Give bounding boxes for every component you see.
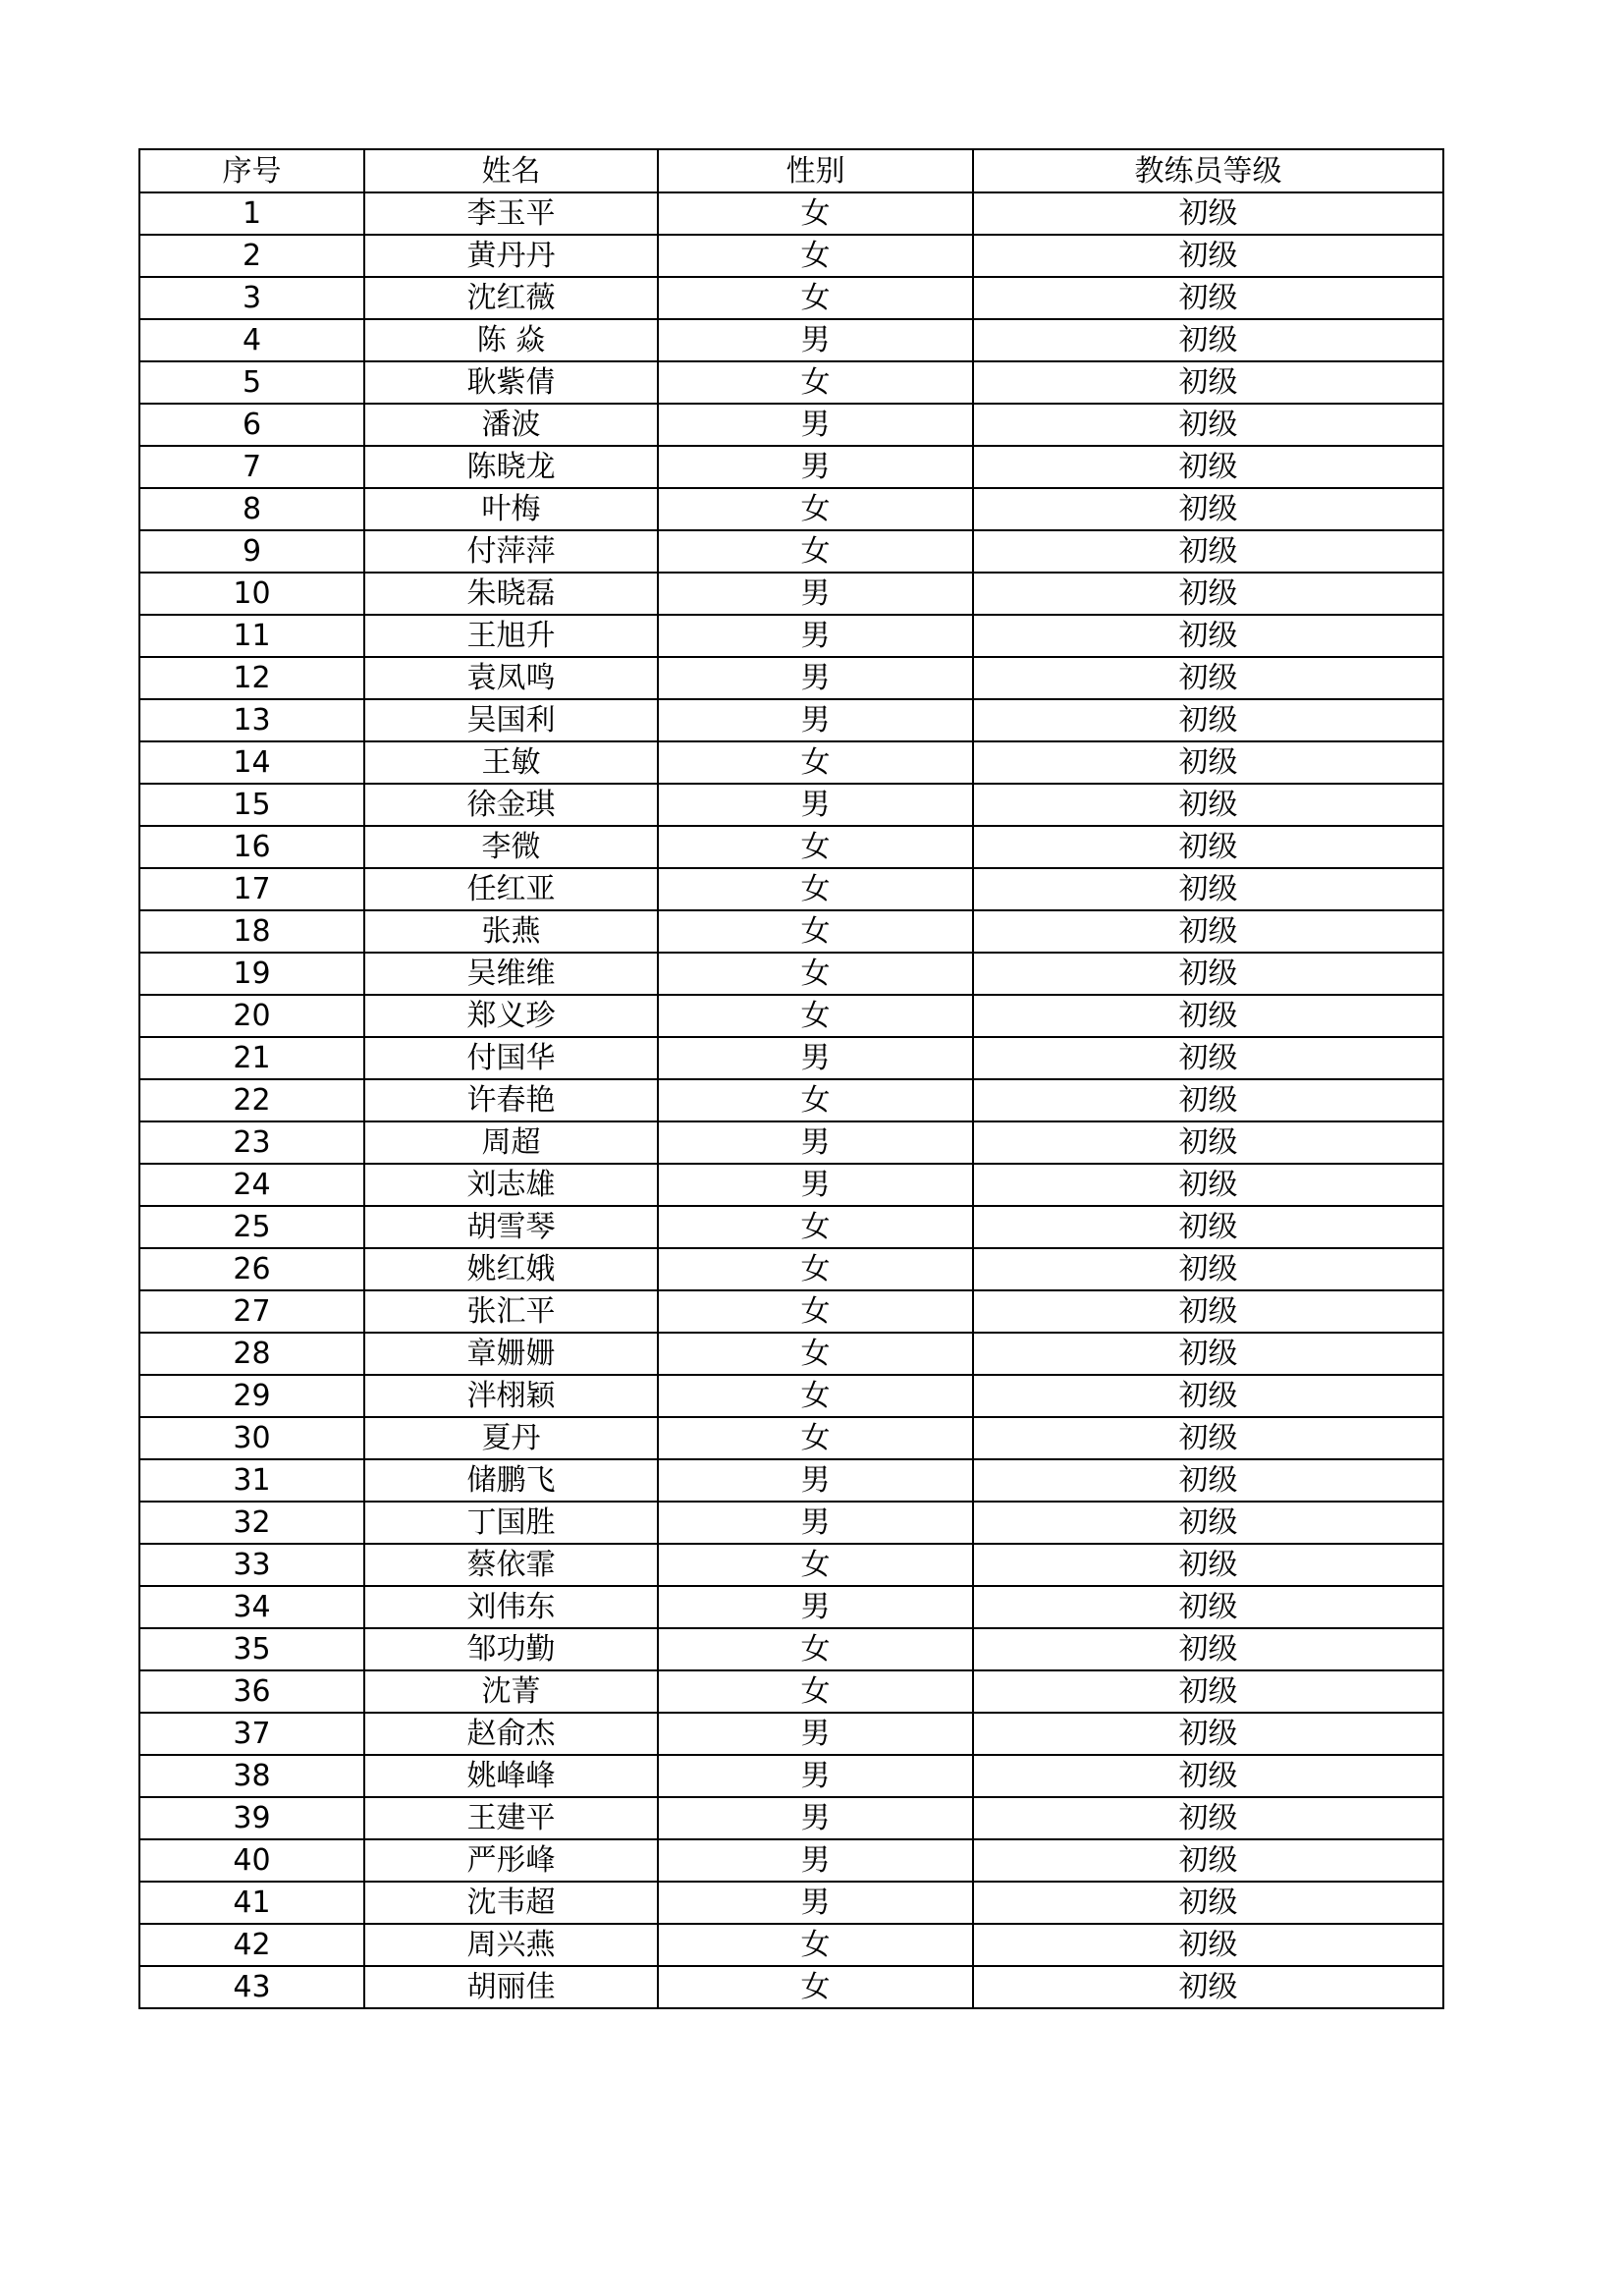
- cell-name: 夏丹: [364, 1417, 658, 1459]
- cell-coach-level: 初级: [973, 699, 1443, 741]
- cell-gender: 男: [658, 1797, 973, 1839]
- cell-coach-level: 初级: [973, 615, 1443, 657]
- header-gender: 性别: [658, 149, 973, 192]
- cell-coach-level: 初级: [973, 1586, 1443, 1628]
- cell-serial-number: 38: [139, 1755, 364, 1797]
- table-row: [139, 1755, 1443, 1797]
- cell-serial-number: 28: [139, 1333, 364, 1375]
- cell-coach-level: 初级: [973, 446, 1443, 488]
- cell-gender: 男: [658, 1502, 973, 1544]
- cell-coach-level: 初级: [973, 404, 1443, 446]
- cell-coach-level: 初级: [973, 741, 1443, 784]
- cell-coach-level: 初级: [973, 1290, 1443, 1333]
- cell-serial-number: 16: [139, 826, 364, 868]
- cell-serial-number: 15: [139, 784, 364, 826]
- cell-gender: 男: [658, 446, 973, 488]
- table-row: [139, 1882, 1443, 1924]
- cell-name: 李微: [364, 826, 658, 868]
- cell-gender: 男: [658, 1882, 973, 1924]
- cell-coach-level: 初级: [973, 361, 1443, 404]
- cell-gender: 女: [658, 1375, 973, 1417]
- cell-name: 姚红娥: [364, 1248, 658, 1290]
- cell-serial-number: 7: [139, 446, 364, 488]
- cell-name: 姚峰峰: [364, 1755, 658, 1797]
- cell-gender: 女: [658, 488, 973, 530]
- cell-serial-number: 31: [139, 1459, 364, 1502]
- cell-serial-number: 27: [139, 1290, 364, 1333]
- header-serial-number: 序号: [139, 149, 364, 192]
- cell-name: 郑义珍: [364, 995, 658, 1037]
- table-row: [139, 530, 1443, 573]
- table-row: [139, 1121, 1443, 1164]
- cell-gender: 男: [658, 1586, 973, 1628]
- cell-coach-level: 初级: [973, 1164, 1443, 1206]
- cell-name: 严彤峰: [364, 1839, 658, 1882]
- cell-serial-number: 11: [139, 615, 364, 657]
- cell-coach-level: 初级: [973, 1628, 1443, 1670]
- cell-gender: 女: [658, 1206, 973, 1248]
- table-row: [139, 1544, 1443, 1586]
- cell-coach-level: 初级: [973, 1459, 1443, 1502]
- cell-serial-number: 18: [139, 910, 364, 953]
- table-row: [139, 699, 1443, 741]
- cell-gender: 男: [658, 1121, 973, 1164]
- table-row: [139, 1924, 1443, 1966]
- cell-coach-level: 初级: [973, 1079, 1443, 1121]
- cell-name: 张燕: [364, 910, 658, 953]
- cell-name: 胡雪琴: [364, 1206, 658, 1248]
- cell-serial-number: 23: [139, 1121, 364, 1164]
- cell-name: 沈韦超: [364, 1882, 658, 1924]
- cell-name: 叶梅: [364, 488, 658, 530]
- cell-coach-level: 初级: [973, 1206, 1443, 1248]
- cell-gender: 女: [658, 1333, 973, 1375]
- cell-coach-level: 初级: [973, 235, 1443, 277]
- cell-serial-number: 6: [139, 404, 364, 446]
- cell-name: 蔡依霏: [364, 1544, 658, 1586]
- cell-name: 付国华: [364, 1037, 658, 1079]
- cell-name: 黄丹丹: [364, 235, 658, 277]
- cell-gender: 女: [658, 953, 973, 995]
- cell-serial-number: 32: [139, 1502, 364, 1544]
- cell-coach-level: 初级: [973, 1924, 1443, 1966]
- cell-coach-level: 初级: [973, 192, 1443, 235]
- cell-name: 王建平: [364, 1797, 658, 1839]
- cell-serial-number: 24: [139, 1164, 364, 1206]
- cell-gender: 男: [658, 1037, 973, 1079]
- cell-gender: 男: [658, 319, 973, 361]
- cell-coach-level: 初级: [973, 573, 1443, 615]
- cell-coach-level: 初级: [973, 826, 1443, 868]
- cell-name: 储鹏飞: [364, 1459, 658, 1502]
- cell-coach-level: 初级: [973, 319, 1443, 361]
- cell-gender: 女: [658, 741, 973, 784]
- cell-coach-level: 初级: [973, 1037, 1443, 1079]
- table-row: [139, 446, 1443, 488]
- cell-serial-number: 5: [139, 361, 364, 404]
- cell-serial-number: 1: [139, 192, 364, 235]
- table-row: [139, 657, 1443, 699]
- cell-serial-number: 14: [139, 741, 364, 784]
- cell-gender: 男: [658, 1164, 973, 1206]
- cell-serial-number: 2: [139, 235, 364, 277]
- cell-gender: 女: [658, 1290, 973, 1333]
- table-row: [139, 488, 1443, 530]
- coach-list-table: [138, 148, 1444, 2009]
- cell-gender: 男: [658, 699, 973, 741]
- cell-serial-number: 26: [139, 1248, 364, 1290]
- table-row: [139, 1459, 1443, 1502]
- cell-serial-number: 12: [139, 657, 364, 699]
- cell-coach-level: 初级: [973, 1882, 1443, 1924]
- cell-name: 邹功勤: [364, 1628, 658, 1670]
- table-row: [139, 1839, 1443, 1882]
- cell-coach-level: 初级: [973, 1839, 1443, 1882]
- cell-name: 周兴燕: [364, 1924, 658, 1966]
- cell-serial-number: 42: [139, 1924, 364, 1966]
- cell-gender: 女: [658, 910, 973, 953]
- cell-name: 耿紫倩: [364, 361, 658, 404]
- cell-coach-level: 初级: [973, 995, 1443, 1037]
- cell-gender: 女: [658, 1924, 973, 1966]
- cell-name: 任红亚: [364, 868, 658, 910]
- table-row: [139, 784, 1443, 826]
- cell-gender: 女: [658, 235, 973, 277]
- cell-gender: 男: [658, 615, 973, 657]
- cell-name: 朱晓磊: [364, 573, 658, 615]
- table-row: [139, 1670, 1443, 1713]
- coach-list-sheet: [138, 148, 1442, 2009]
- table-header-row: [139, 149, 1443, 192]
- table-row: [139, 1713, 1443, 1755]
- table-row: [139, 319, 1443, 361]
- cell-gender: 女: [658, 1544, 973, 1586]
- table-row: [139, 1375, 1443, 1417]
- cell-gender: 女: [658, 361, 973, 404]
- cell-serial-number: 34: [139, 1586, 364, 1628]
- cell-serial-number: 35: [139, 1628, 364, 1670]
- table-row: [139, 1797, 1443, 1839]
- header-coach-level: 教练员等级: [973, 149, 1443, 192]
- table-row: [139, 1628, 1443, 1670]
- cell-coach-level: 初级: [973, 1544, 1443, 1586]
- cell-coach-level: 初级: [973, 1670, 1443, 1713]
- cell-name: 付萍萍: [364, 530, 658, 573]
- cell-coach-level: 初级: [973, 1417, 1443, 1459]
- cell-gender: 女: [658, 192, 973, 235]
- table-row: [139, 1586, 1443, 1628]
- cell-serial-number: 40: [139, 1839, 364, 1882]
- cell-coach-level: 初级: [973, 953, 1443, 995]
- cell-serial-number: 41: [139, 1882, 364, 1924]
- table-row: [139, 361, 1443, 404]
- cell-name: 陈晓龙: [364, 446, 658, 488]
- cell-gender: 男: [658, 1713, 973, 1755]
- table-row: [139, 1502, 1443, 1544]
- cell-coach-level: 初级: [973, 784, 1443, 826]
- cell-name: 刘志雄: [364, 1164, 658, 1206]
- cell-name: 周超: [364, 1121, 658, 1164]
- cell-serial-number: 4: [139, 319, 364, 361]
- cell-gender: 男: [658, 1839, 973, 1882]
- table-row: [139, 1966, 1443, 2008]
- table-row: [139, 995, 1443, 1037]
- cell-serial-number: 21: [139, 1037, 364, 1079]
- table-row: [139, 953, 1443, 995]
- cell-coach-level: 初级: [973, 1797, 1443, 1839]
- cell-name: 王旭升: [364, 615, 658, 657]
- table-row: [139, 1290, 1443, 1333]
- cell-name: 吴维维: [364, 953, 658, 995]
- cell-serial-number: 13: [139, 699, 364, 741]
- cell-serial-number: 17: [139, 868, 364, 910]
- table-row: [139, 910, 1443, 953]
- cell-serial-number: 29: [139, 1375, 364, 1417]
- cell-gender: 男: [658, 1459, 973, 1502]
- cell-coach-level: 初级: [973, 910, 1443, 953]
- table-row: [139, 573, 1443, 615]
- cell-name: 章姗姗: [364, 1333, 658, 1375]
- cell-gender: 男: [658, 573, 973, 615]
- cell-gender: 女: [658, 1628, 973, 1670]
- cell-coach-level: 初级: [973, 1713, 1443, 1755]
- cell-name: 袁凤鸣: [364, 657, 658, 699]
- table-row: [139, 1164, 1443, 1206]
- cell-name: 沈红薇: [364, 277, 658, 319]
- cell-coach-level: 初级: [973, 1502, 1443, 1544]
- cell-gender: 女: [658, 1248, 973, 1290]
- cell-name: 李玉平: [364, 192, 658, 235]
- cell-serial-number: 19: [139, 953, 364, 995]
- cell-coach-level: 初级: [973, 1375, 1443, 1417]
- table-body: [139, 192, 1443, 2008]
- cell-gender: 男: [658, 1755, 973, 1797]
- table-row: [139, 615, 1443, 657]
- cell-serial-number: 33: [139, 1544, 364, 1586]
- cell-name: 沈菁: [364, 1670, 658, 1713]
- table-row: [139, 235, 1443, 277]
- cell-name: 赵俞杰: [364, 1713, 658, 1755]
- table-row: [139, 192, 1443, 235]
- cell-coach-level: 初级: [973, 657, 1443, 699]
- cell-name: 泮栩颖: [364, 1375, 658, 1417]
- cell-gender: 女: [658, 995, 973, 1037]
- cell-serial-number: 3: [139, 277, 364, 319]
- cell-gender: 男: [658, 784, 973, 826]
- cell-serial-number: 43: [139, 1966, 364, 2008]
- table-row: [139, 826, 1443, 868]
- cell-name: 张汇平: [364, 1290, 658, 1333]
- cell-coach-level: 初级: [973, 1121, 1443, 1164]
- cell-gender: 女: [658, 1966, 973, 2008]
- cell-name: 吴国利: [364, 699, 658, 741]
- cell-serial-number: 30: [139, 1417, 364, 1459]
- cell-name: 胡丽佳: [364, 1966, 658, 2008]
- cell-gender: 女: [658, 277, 973, 319]
- cell-gender: 女: [658, 530, 973, 573]
- table-row: [139, 1333, 1443, 1375]
- cell-gender: 男: [658, 404, 973, 446]
- table-row: [139, 1417, 1443, 1459]
- table-row: [139, 1248, 1443, 1290]
- cell-name: 潘波: [364, 404, 658, 446]
- table-row: [139, 1079, 1443, 1121]
- cell-coach-level: 初级: [973, 1333, 1443, 1375]
- cell-gender: 男: [658, 657, 973, 699]
- cell-serial-number: 39: [139, 1797, 364, 1839]
- cell-name: 徐金琪: [364, 784, 658, 826]
- cell-serial-number: 36: [139, 1670, 364, 1713]
- table-row: [139, 868, 1443, 910]
- cell-coach-level: 初级: [973, 488, 1443, 530]
- cell-gender: 女: [658, 1079, 973, 1121]
- cell-name: 王敏: [364, 741, 658, 784]
- cell-serial-number: 25: [139, 1206, 364, 1248]
- cell-gender: 女: [658, 1417, 973, 1459]
- cell-serial-number: 22: [139, 1079, 364, 1121]
- cell-gender: 女: [658, 868, 973, 910]
- cell-coach-level: 初级: [973, 1755, 1443, 1797]
- cell-serial-number: 9: [139, 530, 364, 573]
- cell-name: 刘伟东: [364, 1586, 658, 1628]
- table-row: [139, 277, 1443, 319]
- cell-coach-level: 初级: [973, 868, 1443, 910]
- cell-coach-level: 初级: [973, 277, 1443, 319]
- cell-coach-level: 初级: [973, 530, 1443, 573]
- table-row: [139, 1206, 1443, 1248]
- cell-name: 丁国胜: [364, 1502, 658, 1544]
- cell-serial-number: 37: [139, 1713, 364, 1755]
- table-row: [139, 404, 1443, 446]
- table-row: [139, 1037, 1443, 1079]
- cell-serial-number: 20: [139, 995, 364, 1037]
- cell-coach-level: 初级: [973, 1966, 1443, 2008]
- cell-name: 许春艳: [364, 1079, 658, 1121]
- cell-coach-level: 初级: [973, 1248, 1443, 1290]
- cell-gender: 女: [658, 826, 973, 868]
- cell-name: 陈 焱: [364, 319, 658, 361]
- cell-serial-number: 10: [139, 573, 364, 615]
- cell-gender: 女: [658, 1670, 973, 1713]
- header-name: 姓名: [364, 149, 658, 192]
- cell-serial-number: 8: [139, 488, 364, 530]
- table-row: [139, 741, 1443, 784]
